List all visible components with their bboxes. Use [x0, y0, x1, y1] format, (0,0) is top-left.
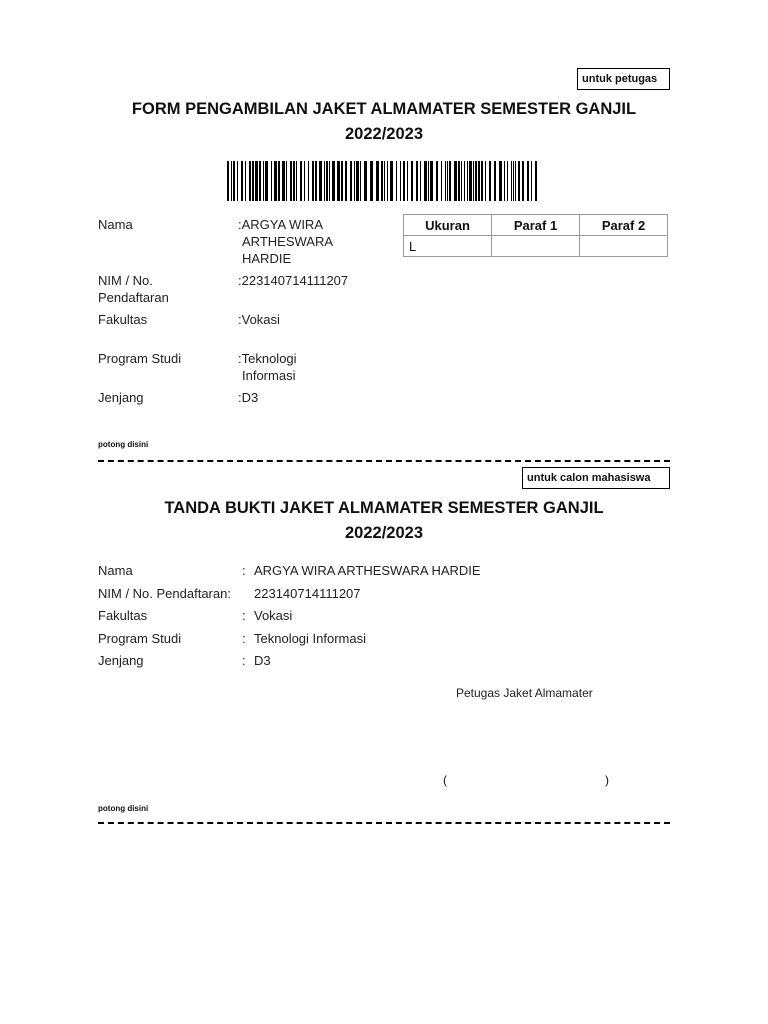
signature-open-paren: (	[443, 773, 447, 787]
prodi-label: Program Studi	[98, 351, 182, 366]
cut-note-bottom: potong disini	[98, 804, 149, 813]
cell-paraf-2	[580, 236, 668, 257]
signature-title: Petugas Jaket Almamater	[456, 686, 593, 700]
receipt-label: Program Studi	[98, 630, 182, 646]
receipt-title-line2: 2022/2023	[345, 524, 423, 542]
receipt-value: ARGYA WIRA ARTHESWARA HARDIE	[254, 563, 481, 578]
nim-value: :223140714111207	[238, 273, 349, 288]
jenjang-label: Jenjang	[98, 390, 144, 405]
cell-paraf-1	[492, 236, 580, 257]
fakultas-value: :Vokasi	[238, 312, 280, 327]
receipt-label: NIM / No. Pendaftaran:	[98, 585, 231, 601]
receipt-row-nim	[98, 585, 658, 608]
prodi-value-line2: Informasi	[242, 368, 296, 383]
receipt-title-line1: TANDA BUKTI JAKET ALMAMATER SEMESTER GANJIL	[164, 499, 604, 517]
form-title-line1: FORM PENGAMBILAN JAKET ALMAMATER SEMESTER GANJIL	[131, 100, 637, 118]
table-header-row	[404, 215, 668, 236]
nama-value	[238, 216, 333, 267]
table-row	[404, 236, 668, 257]
student-copy-tag	[522, 467, 670, 489]
receipt-row-prodi	[98, 630, 658, 653]
signature-close-paren: )	[605, 773, 609, 787]
barcode-image	[227, 161, 539, 201]
nama-value-line3: HARDIE	[242, 251, 292, 266]
header-ukuran: Ukuran	[404, 215, 492, 236]
receipt-value: 223140714111207	[254, 585, 361, 601]
receipt-sep: :	[242, 630, 246, 646]
receipt-sep: :	[242, 608, 246, 623]
receipt-fields	[98, 562, 658, 675]
receipt-sep: :	[242, 653, 246, 668]
form-title	[0, 97, 768, 147]
student-copy-tag-text: untuk calon mahasiswa	[527, 472, 651, 484]
prodi-value	[238, 350, 297, 384]
nama-value-line2: ARTHESWARA	[242, 234, 334, 249]
cut-line-bottom	[98, 822, 670, 824]
receipt-value: Teknologi Informasi	[254, 630, 366, 646]
receipt-row-nama	[98, 562, 658, 585]
nim-label-line2: Pendaftaran	[98, 290, 169, 305]
receipt-sep: :	[242, 563, 246, 578]
receipt-row-jenjang	[98, 652, 658, 675]
staff-copy-tag	[577, 68, 670, 90]
receipt-value: Vokasi	[254, 608, 293, 623]
staff-copy-tag-text: untuk petugas	[582, 73, 658, 85]
receipt-label: Nama	[98, 563, 133, 578]
form-title-line2: 2022/2023	[345, 125, 423, 143]
cell-ukuran: L	[404, 236, 492, 257]
nama-value-line1: :ARGYA WIRA	[238, 217, 323, 232]
nim-label-line1: NIM / No.	[98, 273, 153, 288]
header-paraf-2: Paraf 2	[580, 215, 668, 236]
cut-line-top	[98, 460, 670, 462]
barcode-space	[537, 161, 539, 201]
nim-label	[98, 272, 169, 306]
jenjang-value: :D3	[238, 390, 259, 405]
nama-label: Nama	[98, 217, 133, 232]
size-paraf-table	[403, 214, 668, 257]
receipt-label: Fakultas	[98, 608, 148, 623]
receipt-value: D3	[254, 653, 271, 668]
header-paraf-1: Paraf 1	[492, 215, 580, 236]
cut-note-top: potong disini	[98, 440, 149, 449]
receipt-title	[0, 496, 768, 546]
receipt-label: Jenjang	[98, 653, 144, 668]
receipt-row-fakultas	[98, 607, 658, 630]
fakultas-label: Fakultas	[98, 312, 148, 327]
prodi-value-line1: :Teknologi	[238, 351, 297, 366]
